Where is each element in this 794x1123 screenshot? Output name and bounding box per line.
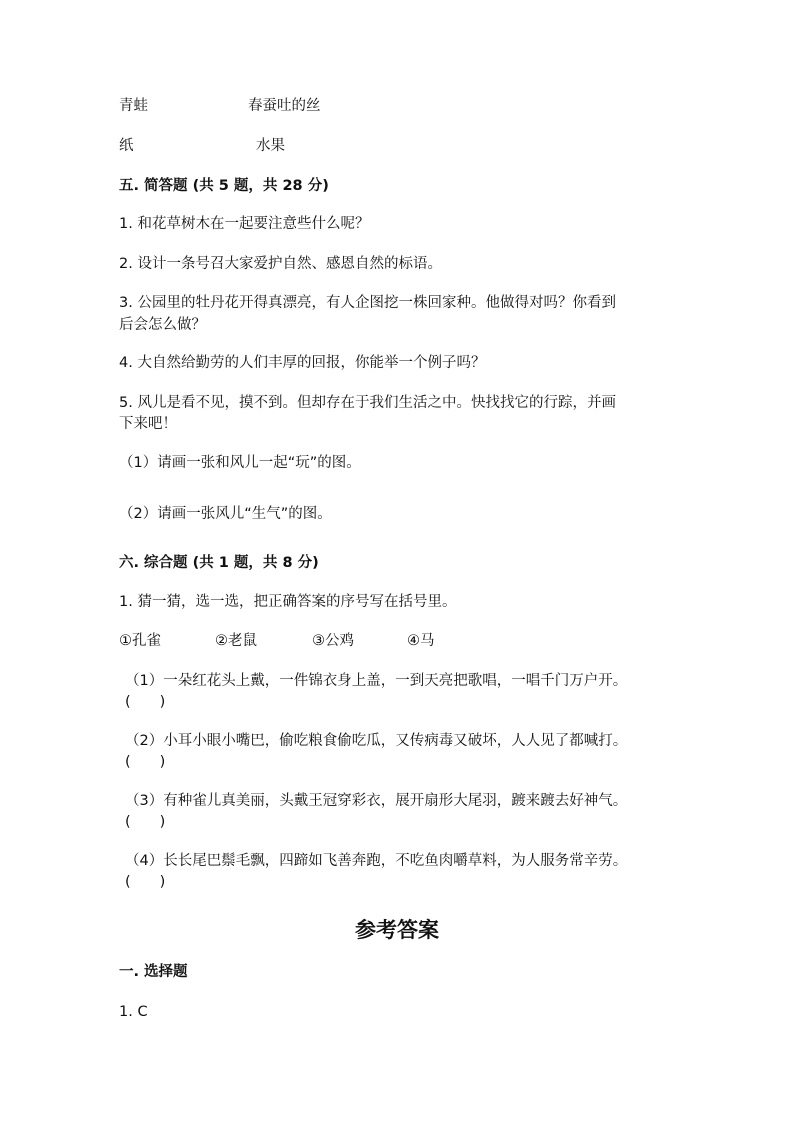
section6-q1: 1. 猜一猜，选一选，把正确答案的序号写在括号里。 — [119, 594, 457, 610]
riddle-4-text: （4）长长尾巴鬃毛飘，四蹄如飞善奔跑，不吃鱼肉嚼草料，为人服务常辛劳。 — [125, 853, 628, 869]
answers-section1-heading: 一. 选择题 — [119, 964, 188, 980]
option-4: ④马 — [407, 633, 435, 649]
answer-1: 1. C — [119, 1004, 148, 1020]
match-left-1: 青蛙 — [119, 98, 148, 114]
match-right-1: 春蚕吐的丝 — [248, 98, 321, 114]
section5-q5-line2: 下来吧！ — [119, 416, 177, 432]
section6-heading: 六. 综合题 (共 1 题，共 8 分) — [119, 555, 319, 571]
section5-heading: 五. 简答题 (共 5 题，共 28 分) — [119, 178, 329, 194]
option-3: ③公鸡 — [312, 633, 354, 649]
riddle-2-text: （2）小耳小眼小嘴巴，偷吃粮食偷吃瓜，又传病毒又破坏，人人见了都喊打。 — [125, 733, 628, 749]
section5-q4: 4. 大自然给勤劳的人们丰厚的回报，你能举一个例子吗？ — [119, 355, 486, 371]
match-left-2: 纸 — [119, 138, 134, 154]
section5-q5-line1: 5. 风儿是看不见，摸不到。但却存在于我们生活之中。快找找它的行踪，并画 — [119, 395, 616, 411]
section5-q3-line1: 3. 公园里的牡丹花开得真漂亮，有人企图挖一株回家种。他做得对吗？你看到 — [119, 295, 616, 311]
riddle-1-blank: ( ) — [125, 694, 166, 710]
option-2: ②老鼠 — [215, 633, 257, 649]
riddle-3-text: （3）有种雀儿真美丽，头戴王冠穿彩衣，展开扇形大尾羽，踱来踱去好神气。 — [125, 793, 628, 809]
option-1: ①孔雀 — [119, 633, 161, 649]
section5-q5-sub2: （2）请画一张风儿“生气”的图。 — [119, 506, 332, 522]
riddle-1-text: （1）一朵红花头上戴，一件锦衣身上盖，一到天亮把歌唱，一唱千门万户开。 — [125, 673, 628, 689]
match-right-2: 水果 — [256, 138, 285, 154]
riddle-3-blank: ( ) — [125, 814, 166, 830]
section5-q5-sub1: （1）请画一张和风儿一起“玩”的图。 — [119, 455, 361, 471]
riddle-4-blank: ( ) — [125, 874, 166, 890]
section5-q1: 1. 和花草树木在一起要注意些什么呢？ — [119, 216, 370, 232]
riddle-2-blank: ( ) — [125, 754, 166, 770]
section5-q3-line2: 后会怎么做？ — [119, 317, 206, 333]
section5-q2: 2. 设计一条号召大家爱护自然、感恩自然的标语。 — [119, 256, 442, 272]
answers-title: 参考答案 — [355, 917, 439, 942]
